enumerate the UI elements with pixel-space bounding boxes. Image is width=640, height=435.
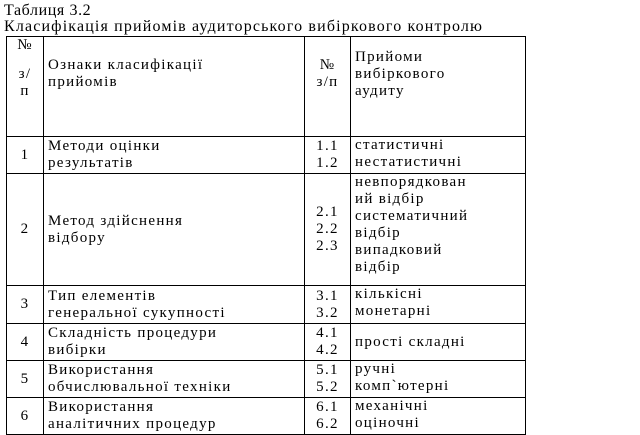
row-feature-line: Складність процедури xyxy=(48,325,218,341)
table-body xyxy=(7,37,526,435)
row-methods xyxy=(351,398,526,435)
table-row xyxy=(7,398,526,435)
table-row xyxy=(7,286,526,324)
row-sub-number: 5.1 xyxy=(316,362,339,378)
table-number: Таблиця 3.2 xyxy=(4,2,92,19)
row-number-text: 2 xyxy=(20,221,30,237)
row-feature-line: відбору xyxy=(48,229,106,246)
row-sub-number: 3.2 xyxy=(316,304,339,321)
row-sub-number: 2.2 xyxy=(316,221,339,237)
row-number xyxy=(7,286,44,324)
header-sub-number xyxy=(305,37,351,137)
row-sub-numbers xyxy=(305,324,351,361)
row-feature-line: генеральної сукупності xyxy=(48,304,226,321)
row-feature-line: обчислювальної техніки xyxy=(48,379,232,395)
table-title: Класифікація прийомів аудиторського вибіркового контролю xyxy=(4,18,484,35)
row-number-text: 4 xyxy=(20,333,30,350)
row-number xyxy=(7,137,44,174)
row-method-line: нестатистичні xyxy=(355,154,463,170)
row-number-text: 3 xyxy=(20,296,30,312)
header-feature xyxy=(44,37,305,137)
header-number-line: п xyxy=(20,83,30,99)
row-feature xyxy=(44,398,305,435)
row-feature-line: аналітичних процедур xyxy=(48,416,217,432)
row-method-line: механічні xyxy=(355,398,429,414)
row-feature xyxy=(44,174,305,286)
row-feature-line: Метод здійснення xyxy=(48,212,184,229)
header-feature-line: прийомів xyxy=(48,74,118,90)
row-method-line: ий відбір xyxy=(355,191,425,207)
row-methods xyxy=(351,361,526,398)
header-row xyxy=(7,37,526,137)
header-methods-line: вибіркового xyxy=(355,66,446,82)
row-sub-numbers xyxy=(305,174,351,286)
row-sub-numbers xyxy=(305,286,351,324)
row-sub-numbers xyxy=(305,137,351,174)
row-sub-number: 5.2 xyxy=(316,379,339,395)
row-method-line: відбір xyxy=(355,259,401,275)
row-method-line: кількісні xyxy=(355,286,423,302)
row-feature-line: вибірки xyxy=(48,342,107,358)
header-sub-number-line: з/п xyxy=(316,74,339,90)
row-number-text: 6 xyxy=(20,407,30,424)
row-methods xyxy=(351,324,526,361)
header-feature-line: Ознаки класифікації xyxy=(48,57,204,73)
row-method-line: випадковий xyxy=(355,242,443,258)
header-methods xyxy=(351,37,526,137)
table-row xyxy=(7,324,526,361)
table-row xyxy=(7,137,526,174)
row-feature-line: результатів xyxy=(48,155,134,171)
row-number xyxy=(7,361,44,398)
row-sub-number: 2.1 xyxy=(316,204,339,220)
table-row xyxy=(7,174,526,286)
row-feature-line: Використання xyxy=(48,399,155,415)
table-row xyxy=(7,361,526,398)
row-method-line: відбір xyxy=(355,225,401,241)
row-number xyxy=(7,324,44,361)
row-sub-number: 2.3 xyxy=(316,238,339,254)
row-method-line: оціночні xyxy=(355,415,420,431)
row-method-line: ручні xyxy=(355,361,397,377)
row-sub-number: 1.2 xyxy=(316,155,339,171)
header-methods-line: Прийоми xyxy=(355,49,424,65)
row-number-text: 5 xyxy=(20,370,30,387)
row-sub-numbers xyxy=(305,398,351,435)
header-number-line: з/ xyxy=(18,66,32,82)
row-sub-number: 1.1 xyxy=(316,138,339,154)
row-feature-line: Використання xyxy=(48,362,155,378)
row-feature xyxy=(44,361,305,398)
row-number xyxy=(7,174,44,286)
row-sub-number: 6.1 xyxy=(316,399,339,415)
row-number xyxy=(7,398,44,435)
row-methods xyxy=(351,286,526,324)
row-feature-line: Тип елементів xyxy=(48,287,157,304)
row-feature xyxy=(44,137,305,174)
row-method-line: монетарні xyxy=(355,303,432,319)
header-number-line: № xyxy=(17,37,33,53)
header-methods-line: аудиту xyxy=(355,83,405,99)
row-sub-numbers xyxy=(305,361,351,398)
row-method-line: прості складні xyxy=(355,333,466,350)
row-feature xyxy=(44,324,305,361)
row-feature-line: Методи оцінки xyxy=(48,138,161,154)
row-methods xyxy=(351,137,526,174)
row-method-line: комп`ютерні xyxy=(355,378,450,394)
row-sub-number: 4.2 xyxy=(316,342,339,358)
row-sub-number: 3.1 xyxy=(316,287,339,304)
row-method-line: статистичні xyxy=(355,137,445,153)
row-feature xyxy=(44,286,305,324)
header-number xyxy=(7,37,44,137)
row-method-line: невпорядкован xyxy=(355,174,467,190)
classification-table xyxy=(6,36,526,435)
header-sub-number-line: № xyxy=(319,57,336,73)
row-sub-number: 6.2 xyxy=(316,416,339,432)
row-methods xyxy=(351,174,526,286)
row-number-text: 1 xyxy=(20,146,30,163)
row-method-line: систематичний xyxy=(355,208,469,224)
row-sub-number: 4.1 xyxy=(316,325,339,341)
